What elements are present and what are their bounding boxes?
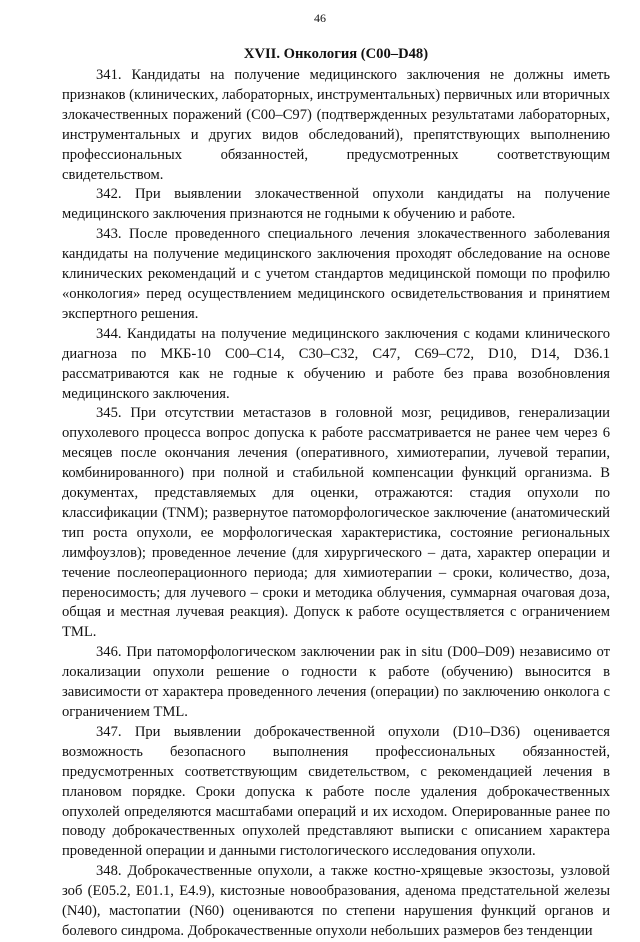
- section-title: XVII. Онкология (С00–D48): [243, 46, 429, 62]
- paragraph-345: 345. При отсутствии метастазов в головной мозг, рецидивов, генерализации опухолевого процесса вопрос допуска к работе рассматривается не ранее чем через 6 месяцев после окончания лечения (оперативного, химиотерапии, лучевой терапии, комбинированного) при полной и стабильной компенсации функций организма. В документах, представляемых для оценки, отражаются: стадия опухоли по классификации (TNM); развернутое патоморфологическое заключение (анатомический тип роста опухоли, ее морфологическая характеристика, состояние региональных лимфоузлов); проведенное лечение (для хирургического – дата, характер операции и течение послеоперационного периода; для химиотерапии – сроки, количество, доза, переносимость; для лучевого – сроки и методика облучения, суммарная очаговая доза, общая и местная лучевая реакция). Допуск к работе осуществляется с ограничением TML.: [62, 405, 610, 641]
- paragraph-342: 342. При выявлении злокачественной опухоли кандидаты на получение медицинского заключения признаются не годными к обучению и работе.: [62, 186, 610, 223]
- document-body: [62, 44, 610, 942]
- paragraph-343: 343. После проведенного специального лечения злокачественного заболевания кандидаты на получение медицинского заключения проходят обследование на основе клинических рекомендаций и с учетом стандартов медицинской помощи по профилю «онкология» перед осуществлением медицинского освидетельствования и принятием экспертного решения.: [62, 226, 610, 322]
- paragraph-347: 347. При выявлении доброкачественной опухоли (D10–D36) оценивается возможность безопасного выполнения профессиональных обязанностей, предусмотренных соответствующим свидетельством, с рекомендацией лечения в плановом порядке. Сроки допуска к работе после удаления доброкачественных опухолей определяются масштабами операций и их исходом. Оперированные ранее по поводу доброкачественных опухолей представляют выписки с описанием характера проведенной операции и данными гистологического исследования опухоли.: [62, 723, 610, 860]
- paragraph-348: 348. Доброкачественные опухоли, а также костно-хрящевые экзостозы, узловой зоб (Е05.2, Е01.1, Е4.9), кистозные новообразования, аденома предстательной железы (N40), мастопатии (N60) оцениваются по степени нарушения функций органов и болевого синдрома. Доброкачественные опухоли небольших размеров без тенденции: [62, 863, 610, 939]
- paragraph-341: 341. Кандидаты на получение медицинского заключения не должны иметь признаков (клинических, лабораторных, инструментальных) первичных или вторичных злокачественных поражений (С00–С97) (подтвержденных результатами лабораторных, инструментальных и других видов обследований), препятствующих выполнению профессиональных обязанностей, предусмотренных соответствующим свидетельством.: [62, 67, 610, 183]
- paragraph-346: 346. При патоморфологическом заключении рак in situ (D00–D09) независимо от локализации опухоли решение о годности к работе (обучению) выносится в зависимости от характера проведенного лечения (операции) по заключению онколога с ограничением TML.: [62, 644, 610, 720]
- paragraph-344: 344. Кандидаты на получение медицинского заключения с кодами клинического диагноза по МКБ-10 С00–С14, С30–С32, С47, С69–С72, D10, D14, D36.1 рассматриваются как не годные к обучению и работе без права возобновления медицинского заключения.: [62, 325, 610, 402]
- page-number: 46: [314, 11, 326, 25]
